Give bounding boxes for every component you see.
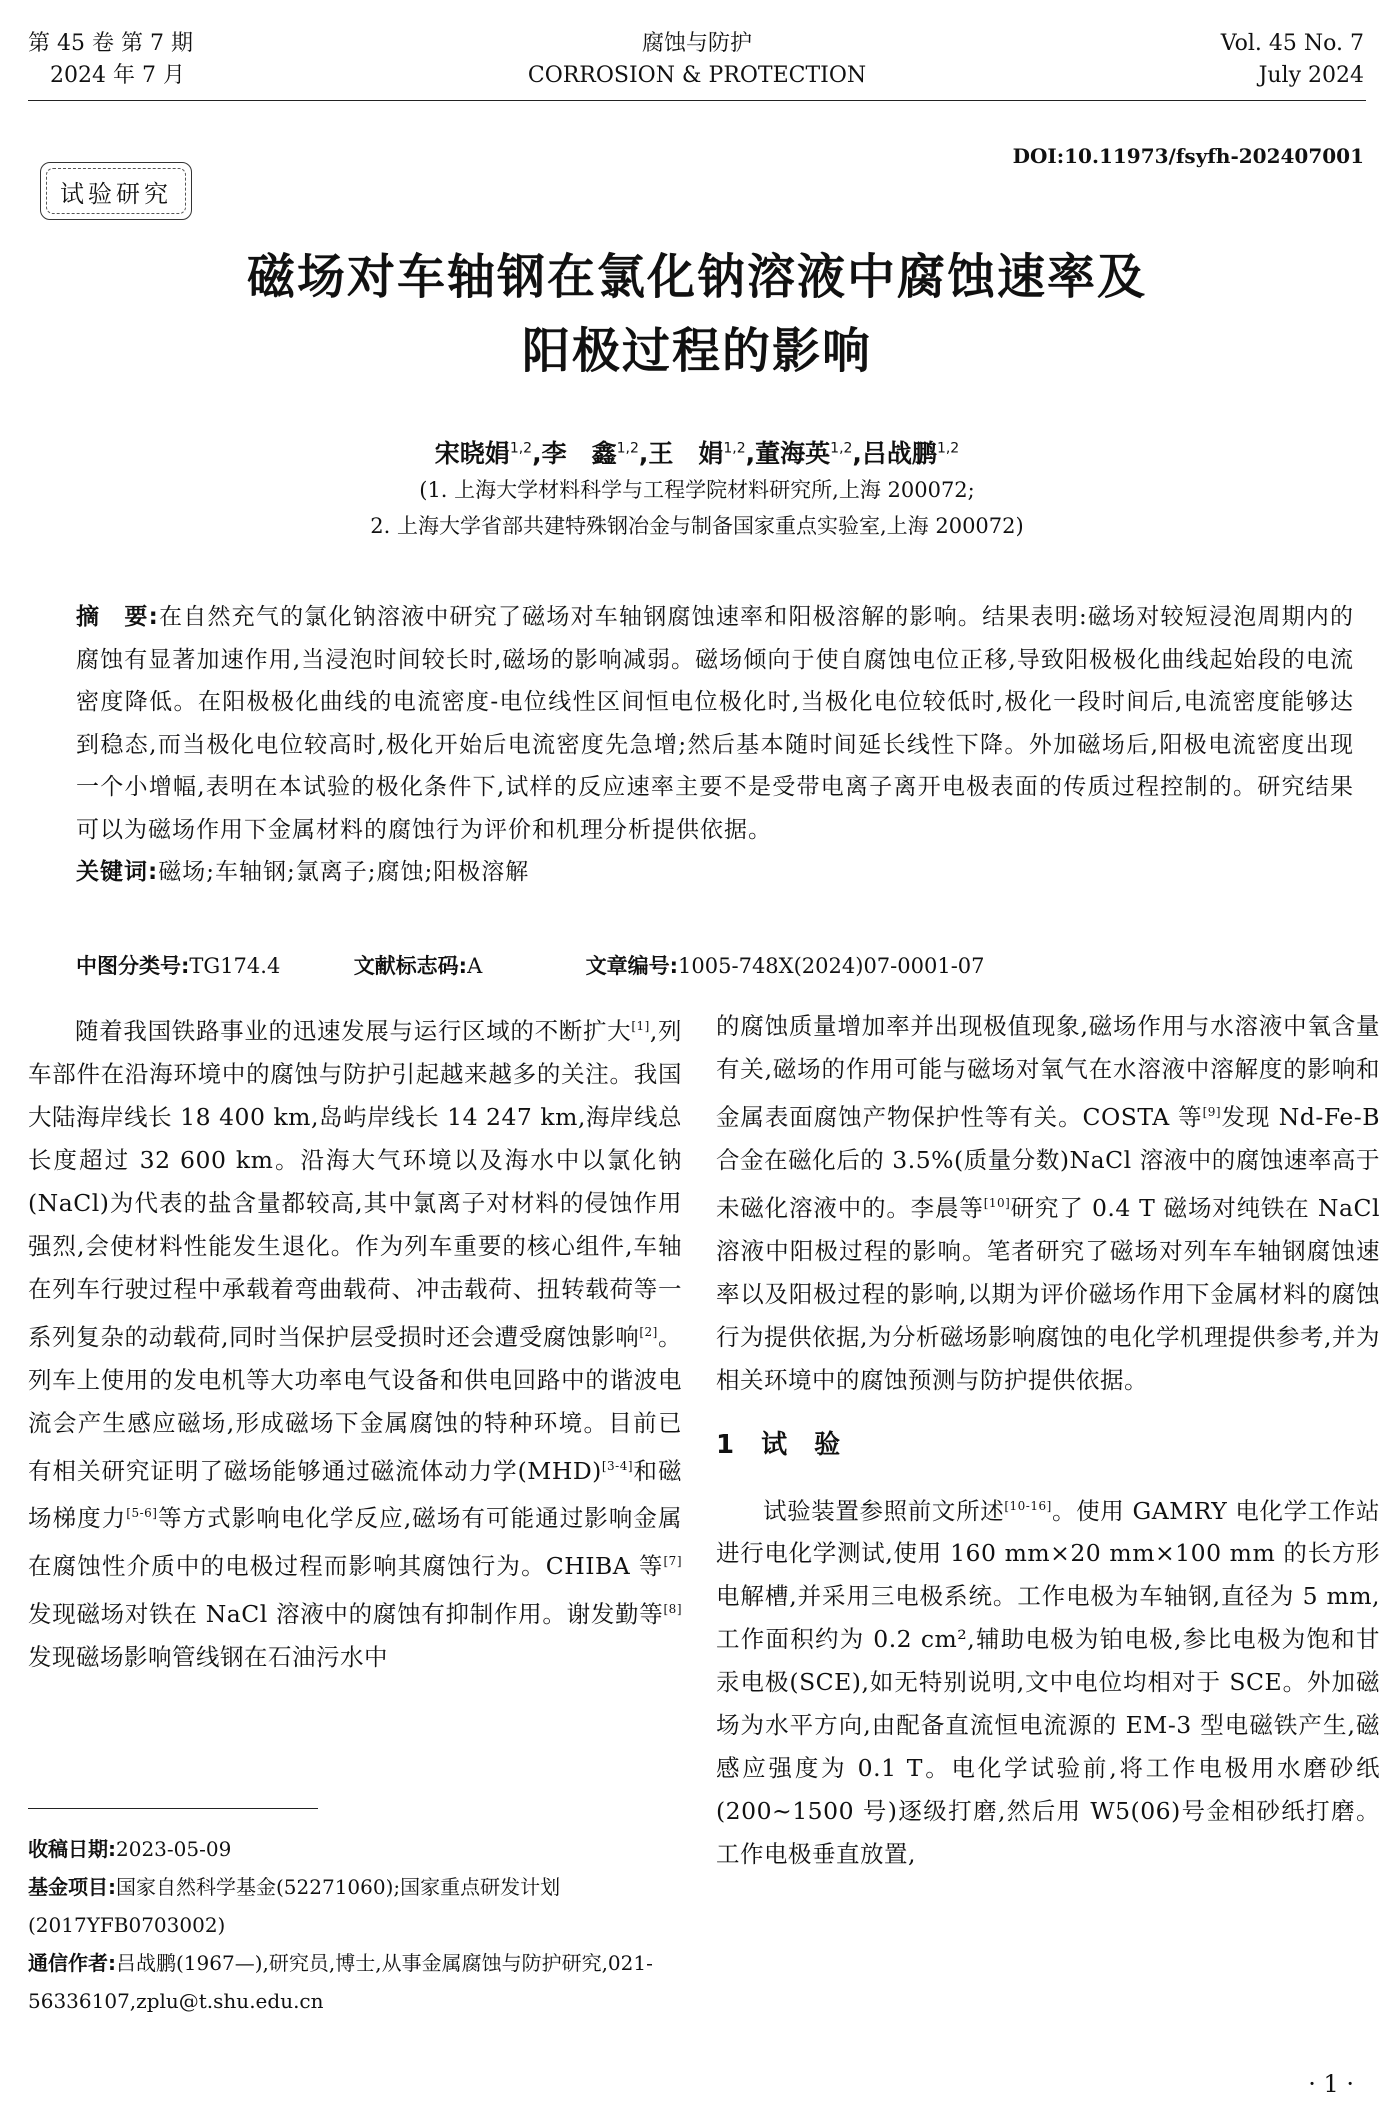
citation: [10-16] xyxy=(1004,1498,1052,1513)
author-list: 宋晓娟$^{1,2}$,李 鑫$^{1,2}$,王 娟$^{1,2}$,董海英$^{1,2}$,吕战鹏$^{1,2}$ xyxy=(434,439,960,468)
abstract xyxy=(76,596,1354,894)
page-number: · 1 · xyxy=(1308,2070,1354,2098)
citation: [2] xyxy=(639,1324,658,1339)
citation: [7] xyxy=(663,1554,682,1569)
citation: [10] xyxy=(983,1195,1011,1210)
article-no-value: 1005-748X(2024)07-0001-07 xyxy=(678,954,985,978)
footnotes xyxy=(28,1830,682,2020)
journal-name xyxy=(0,28,1394,92)
volume-issue-text: 第 45 卷 第 7 期 xyxy=(28,31,193,56)
doi: DOI:10.11973/fsyfh-202407001 xyxy=(1012,144,1364,168)
journal-name-cn: 腐蚀与防护 xyxy=(641,31,752,56)
volume-issue-en: Vol. 45 No. 7 xyxy=(1220,31,1364,56)
intro-paragraph: 随着我国铁路事业的迅速发展与运行区域的不断扩大[1],列车部件在沿海环境中的腐蚀与防护引起越来越多的关注。我国大陆海岸线长 18 400 km,岛屿岸线长 14 247 km,海岸线总长度超过 32 600 km。沿海大气环境以及海水中以氯化钠(NaCl)为代表的盐含量都较高,其中氯离子对材料的侵蚀作用强烈,会使材料性能发生退化。作为列车重要的核心组件,车轴在列车行驶过程中承载着弯曲载荷、冲击载荷、扭转载荷等一系列复杂的动载荷,同时当保护层受损时还会遭受腐蚀影响[2]。列车上使用的发电机等大功率电气设备和供电回路中的谐波电流会产生感应磁场,形成磁场下金属腐蚀的特种环境。目前已有相关研究证明了磁场能够通过磁流体动力学(MHD)[3-4]和磁场梯度力[5-6]等方式影响电化学反应,磁场有可能通过影响金属在腐蚀性介质中的电极过程而影响其腐蚀行为。CHIBA 等[7]发现磁场对铁在 NaCl 溶液中的腐蚀有抑制作用。谢发勤等[8]发现磁场影响管线钢在石油污水中 xyxy=(28,1016,683,1671)
header-rule xyxy=(28,100,1366,101)
fund-info: 基金项目:国家自然科学基金(52271060);国家重点研发计划(2017YFB0703002) xyxy=(28,1875,561,1937)
author: 吕战鹏$^{1,2}$ xyxy=(861,439,960,468)
intro-paragraph-continued: 的腐蚀质量增加率并出现极值现象,磁场作用与水溶液中氧含量有关,磁场的作用可能与磁场对氧气在水溶液中溶解度的影响和金属表面腐蚀产物保护性等有关。COSTA 等[9]发现 Nd-Fe-B 合金在磁化后的 3.5%(质量分数)NaCl 溶液中的腐蚀速率高于未磁化溶液中的。李晨等[10]研究了 0.4 T 磁场对纯铁在 NaCl 溶液中阳极过程的影响。笔者研究了磁场对列车车轴钢腐蚀速率以及阳极过程的影响,以期为评价磁场作用下金属材料的腐蚀行为提供依据,为分析磁场影响腐蚀的电化学机理提供参考,并为相关环境中的腐蚀预测与防护提供依据。 xyxy=(716,1012,1381,1394)
paper-title-line1: 磁场对车轴钢在氯化钠溶液中腐蚀速率及 xyxy=(246,249,1147,305)
section-badge xyxy=(40,162,192,220)
citation: [1] xyxy=(631,1019,650,1033)
abstract-label: 摘 要: xyxy=(76,604,159,630)
author: 王 娟$^{1,2}$ xyxy=(648,439,746,468)
citation: [8] xyxy=(663,1602,682,1617)
section-heading: 1 试 验 xyxy=(716,1429,841,1460)
abstract-text: 在自然充气的氯化钠溶液中研究了磁场对车轴钢腐蚀速率和阳极溶解的影响。结果表明:磁场对较短浸泡周期内的腐蚀有显著加速作用,当浸泡时间较长时,磁场的影响减弱。磁场倾向于使自腐蚀电位正移,导致阳极极化曲线起始段的电流密度降低。在阳极极化曲线的电流密度-电位线性区间恒电位极化时,当极化电位较低时,极化一段时间后,电流密度能够达到稳态,而当极化电位较高时,极化开始后电流密度先急增;然后基本随时间延长线性下降。外加磁场后,阳极电流密度出现一个小增幅,表明在本试验的极化条件下,试样的反应速率主要不是受带电离子离开电极表面的传质过程控制的。研究结果可以为磁场作用下金属材料的腐蚀行为评价和机理分析提供依据。 xyxy=(76,604,1354,843)
paper-title-line2: 阳极过程的影响 xyxy=(521,323,872,379)
citation: [5-6] xyxy=(126,1506,158,1521)
doc-code-label: 文献标志码: xyxy=(353,954,468,978)
affiliation-1: (1. 上海大学材料科学与工程学院材料研究所,上海 200072; xyxy=(419,478,975,502)
corresponding-author: 通信作者:吕战鹏(1967—),研究员,博士,从事金属腐蚀与防护研究,021-56336107,zplu@t.shu.edu.cn xyxy=(28,1951,653,2013)
issue-date-en: July 2024 xyxy=(1258,63,1364,88)
author: 宋晓娟$^{1,2}$ xyxy=(434,439,533,468)
keywords-text: 磁场;车轴钢;氯离子;腐蚀;阳极溶解 xyxy=(158,859,530,885)
keywords-label: 关键词: xyxy=(76,859,159,885)
author: 董海英$^{1,2}$ xyxy=(755,439,853,468)
issue-date-text: 2024 年 7 月 xyxy=(50,63,185,88)
doc-code-value: A xyxy=(467,954,483,978)
received-date: 收稿日期:2023-05-09 xyxy=(28,1837,232,1861)
method-paragraph: 试验装置参照前文所述[10-16]。使用 GAMRY 电化学工作站进行电化学测试,使用 160 mm×20 mm×100 mm 的长方形电解槽,并采用三电极系统。工作电极为车轴钢,直径为 5 mm,工作面积约为 0.2 cm²,辅助电极为铂电极,参比电极为饱和甘汞电极(SCE),如无特别说明,文中电位均相对于 SCE。外加磁场为水平方向,由配备直流恒电流源的 EM-3 型电磁铁产生,磁感应强度为 0.1 T。电化学试验前,将工作电极用水磨砂纸(200~1500 号)逐级打磨,然后用 W5(06)号金相砂纸打磨。工作电极垂直放置, xyxy=(716,1496,1381,1869)
clc-value: TG174.4 xyxy=(189,954,281,978)
journal-volume-en xyxy=(1221,28,1364,92)
citation: [3-4] xyxy=(601,1458,634,1473)
body-left-column xyxy=(28,1005,682,1679)
classification-line xyxy=(76,950,985,980)
clc-label: 中图分类号: xyxy=(76,954,190,978)
section-badge-text: 试验研究 xyxy=(60,179,172,208)
article-no-label: 文章编号: xyxy=(585,954,679,978)
footnote-rule xyxy=(28,1808,318,1809)
body-right-column xyxy=(716,1005,1380,1876)
author: 李 鑫$^{1,2}$ xyxy=(541,439,639,468)
citation: [9] xyxy=(1202,1105,1222,1119)
affiliation-2: 2. 上海大学省部共建特殊钢冶金与制备国家重点实验室,上海 200072) xyxy=(370,514,1024,538)
journal-name-en: CORROSION & PROTECTION xyxy=(527,63,867,88)
